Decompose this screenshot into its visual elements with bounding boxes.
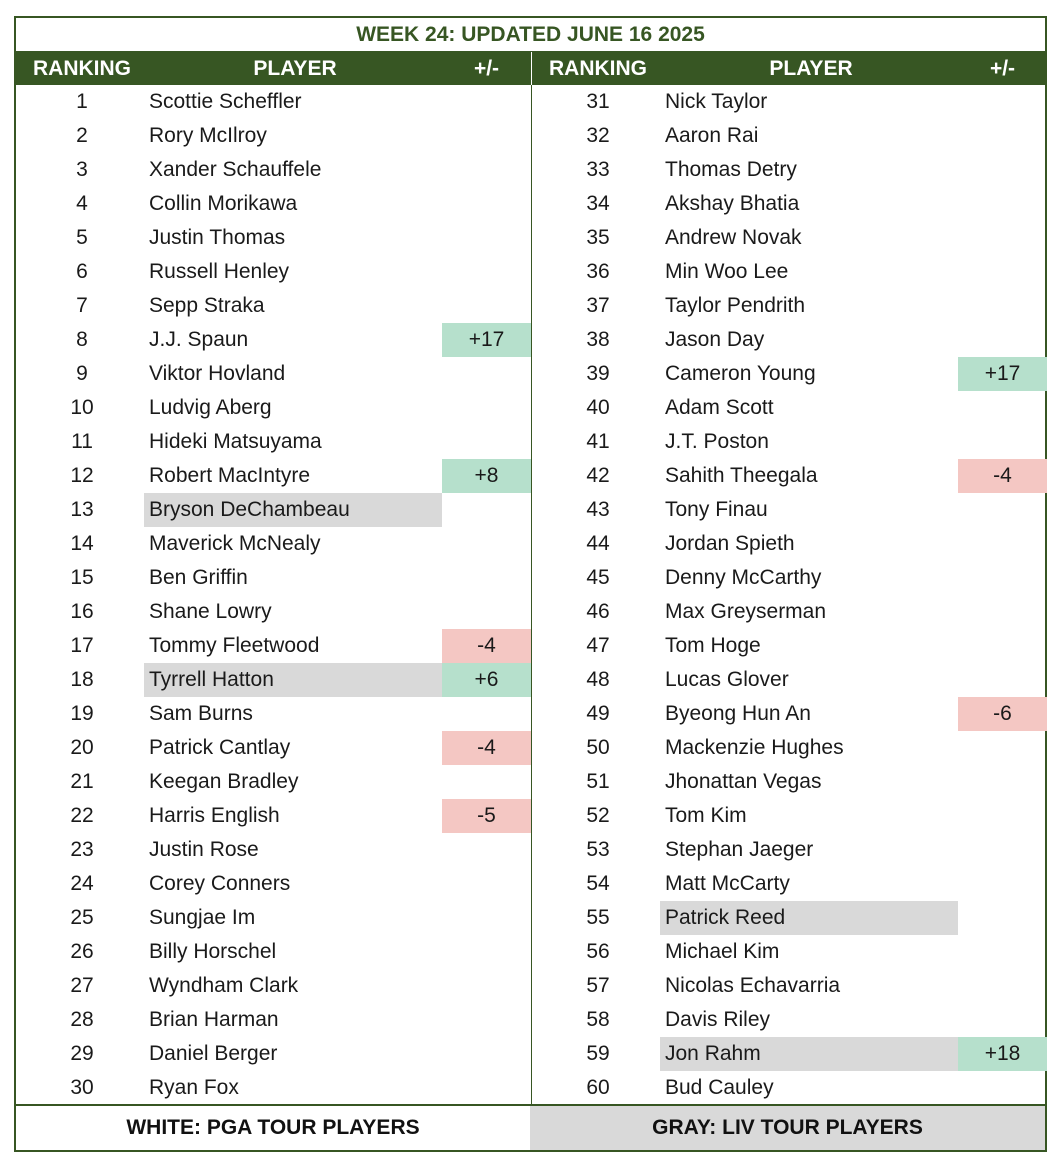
rank-cell: 37 — [586, 294, 610, 317]
table-row — [532, 391, 1047, 425]
rank-cell: 2 — [76, 124, 88, 147]
rank-cell: 35 — [586, 226, 610, 249]
table-row — [532, 527, 1047, 561]
change-cell — [442, 765, 531, 799]
player-cell: Max Greyserman — [665, 600, 827, 623]
change-cell — [958, 153, 1047, 187]
player-cell: Viktor Hovland — [149, 362, 286, 385]
table-row — [532, 493, 1047, 527]
change-cell — [442, 901, 531, 935]
table-row — [532, 765, 1047, 799]
change-cell — [442, 153, 531, 187]
player-cell: Michael Kim — [665, 940, 780, 963]
change-cell — [442, 935, 531, 969]
table-row — [532, 799, 1047, 833]
player-cell: Jon Rahm — [660, 1037, 958, 1071]
table-row — [532, 1037, 1047, 1071]
player-cell: Hideki Matsuyama — [149, 430, 322, 453]
player-cell: Collin Morikawa — [149, 192, 298, 215]
change-cell — [958, 391, 1047, 425]
rank-cell: 26 — [70, 940, 94, 963]
change-cell — [442, 527, 531, 561]
change-cell: -4 — [442, 731, 531, 765]
rank-cell: 10 — [70, 396, 94, 419]
change-cell — [958, 85, 1047, 119]
player-cell: Tyrrell Hatton — [144, 663, 442, 697]
table-row — [532, 595, 1047, 629]
table-row — [16, 187, 531, 221]
player-cell: Stephan Jaeger — [665, 838, 814, 861]
rank-cell: 1 — [76, 90, 88, 113]
player-cell: Jordan Spieth — [665, 532, 795, 555]
table-row — [532, 425, 1047, 459]
player-cell: Mackenzie Hughes — [665, 736, 844, 759]
player-cell: Brian Harman — [149, 1008, 279, 1031]
player-cell: Billy Horschel — [149, 940, 277, 963]
rank-cell: 54 — [586, 872, 610, 895]
change-cell — [442, 833, 531, 867]
rankings-31-to-60 — [532, 85, 1047, 1104]
table-row — [16, 425, 531, 459]
rank-cell: 59 — [586, 1042, 610, 1065]
table-row — [532, 119, 1047, 153]
ranking-header: RANKING — [33, 56, 131, 80]
player-cell: Jason Day — [665, 328, 765, 351]
player-cell: Tom Kim — [665, 804, 747, 827]
change-cell: +17 — [442, 323, 531, 357]
table-row — [532, 289, 1047, 323]
change-cell — [442, 119, 531, 153]
table-row — [16, 1037, 531, 1071]
rank-cell: 46 — [586, 600, 610, 623]
rank-cell: 44 — [586, 532, 610, 555]
change-cell — [958, 425, 1047, 459]
rank-cell: 58 — [586, 1008, 610, 1031]
rank-cell: 29 — [70, 1042, 94, 1065]
player-cell: Min Woo Lee — [665, 260, 789, 283]
rank-cell: 21 — [70, 770, 94, 793]
rank-cell: 20 — [70, 736, 94, 759]
player-cell: Davis Riley — [665, 1008, 771, 1031]
rank-cell: 24 — [70, 872, 94, 895]
table-row — [532, 357, 1047, 391]
rank-cell: 22 — [70, 804, 94, 827]
rank-cell: 15 — [70, 566, 94, 589]
table-row — [532, 323, 1047, 357]
rank-cell: 36 — [586, 260, 610, 283]
change-cell — [958, 731, 1047, 765]
player-cell: Scottie Scheffler — [149, 90, 302, 113]
rank-cell: 33 — [586, 158, 610, 181]
player-cell: Bryson DeChambeau — [144, 493, 442, 527]
rank-cell: 32 — [586, 124, 610, 147]
player-cell: J.J. Spaun — [149, 328, 249, 351]
change-cell: -5 — [442, 799, 531, 833]
change-cell — [958, 255, 1047, 289]
change-cell — [958, 595, 1047, 629]
player-cell: Sam Burns — [149, 702, 253, 725]
rank-cell: 39 — [586, 362, 610, 385]
change-cell — [958, 765, 1047, 799]
legend — [16, 1104, 1045, 1150]
change-cell — [442, 1003, 531, 1037]
left-column-header — [16, 52, 531, 85]
player-header: PLAYER — [253, 56, 337, 80]
change-cell — [958, 969, 1047, 1003]
player-cell: Aaron Rai — [665, 124, 759, 147]
table-row — [16, 153, 531, 187]
rank-cell: 4 — [76, 192, 88, 215]
rank-cell: 42 — [586, 464, 610, 487]
change-cell — [958, 1071, 1047, 1105]
table-row — [532, 1071, 1047, 1105]
change-cell: +6 — [442, 663, 531, 697]
table-row — [16, 867, 531, 901]
rank-cell: 50 — [586, 736, 610, 759]
player-cell: Taylor Pendrith — [665, 294, 806, 317]
change-cell — [442, 867, 531, 901]
change-cell — [958, 323, 1047, 357]
table-row — [532, 969, 1047, 1003]
player-cell: Keegan Bradley — [149, 770, 299, 793]
change-cell — [958, 935, 1047, 969]
change-cell — [442, 357, 531, 391]
player-cell: Sungjae Im — [149, 906, 256, 929]
table-row — [532, 697, 1047, 731]
change-cell: -4 — [442, 629, 531, 663]
rank-cell: 11 — [71, 430, 93, 453]
table-row — [532, 629, 1047, 663]
change-cell — [958, 901, 1047, 935]
table-row — [16, 1071, 531, 1105]
change-cell — [958, 799, 1047, 833]
player-cell: J.T. Poston — [665, 430, 769, 453]
change-header: +/- — [473, 56, 500, 80]
table-row — [532, 85, 1047, 119]
table-row — [532, 255, 1047, 289]
table-row — [16, 731, 531, 765]
rank-cell: 18 — [70, 668, 94, 691]
page-title: WEEK 24: UPDATED JUNE 16 2025 — [16, 18, 1045, 52]
change-cell: +18 — [958, 1037, 1047, 1071]
change-cell — [958, 119, 1047, 153]
table-row — [16, 833, 531, 867]
table-row — [532, 221, 1047, 255]
player-cell: Xander Schauffele — [149, 158, 322, 181]
player-cell: Tommy Fleetwood — [149, 634, 320, 657]
rank-cell: 17 — [70, 634, 94, 657]
player-cell: Harris English — [149, 804, 280, 827]
rank-cell: 31 — [586, 90, 610, 113]
rankings-table — [14, 16, 1047, 1152]
rank-cell: 25 — [70, 906, 94, 929]
table-row — [16, 493, 531, 527]
player-header: PLAYER — [769, 56, 853, 80]
player-cell: Wyndham Clark — [149, 974, 299, 997]
player-cell: Thomas Detry — [665, 158, 797, 181]
change-cell — [958, 867, 1047, 901]
table-row — [16, 799, 531, 833]
change-cell — [958, 493, 1047, 527]
change-cell: -4 — [958, 459, 1047, 493]
rank-cell: 23 — [70, 838, 94, 861]
player-cell: Tom Hoge — [665, 634, 761, 657]
rank-cell: 53 — [586, 838, 610, 861]
ranking-header: RANKING — [549, 56, 647, 80]
rank-cell: 55 — [586, 906, 610, 929]
table-row — [532, 833, 1047, 867]
player-cell: Corey Conners — [149, 872, 291, 895]
table-row — [532, 187, 1047, 221]
player-cell: Sepp Straka — [149, 294, 265, 317]
player-cell: Akshay Bhatia — [665, 192, 800, 215]
table-row — [532, 663, 1047, 697]
player-cell: Ben Griffin — [149, 566, 248, 589]
change-cell — [958, 663, 1047, 697]
player-cell: Jhonattan Vegas — [665, 770, 822, 793]
change-cell — [442, 187, 531, 221]
change-header: +/- — [989, 56, 1016, 80]
table-row — [16, 969, 531, 1003]
right-column-header — [532, 52, 1047, 85]
table-row — [532, 459, 1047, 493]
player-cell: Adam Scott — [665, 396, 774, 419]
change-cell — [958, 833, 1047, 867]
player-cell: Maverick McNealy — [149, 532, 321, 555]
table-row — [16, 629, 531, 663]
change-cell — [442, 969, 531, 1003]
table-row — [532, 901, 1047, 935]
table-row — [16, 561, 531, 595]
player-cell: Shane Lowry — [149, 600, 272, 623]
rank-cell: 49 — [586, 702, 610, 725]
legend-pga: WHITE: PGA TOUR PLAYERS — [16, 1106, 530, 1150]
change-cell: +8 — [442, 459, 531, 493]
table-row — [532, 561, 1047, 595]
table-row — [16, 527, 531, 561]
rank-cell: 6 — [76, 260, 88, 283]
table-row — [532, 935, 1047, 969]
table-row — [16, 697, 531, 731]
rank-cell: 41 — [586, 430, 610, 453]
table-row — [16, 85, 531, 119]
change-cell — [442, 697, 531, 731]
rank-cell: 5 — [76, 226, 88, 249]
player-cell: Sahith Theegala — [665, 464, 818, 487]
rank-cell: 48 — [586, 668, 610, 691]
change-cell: +17 — [958, 357, 1047, 391]
table-row — [16, 119, 531, 153]
player-cell: Tony Finau — [665, 498, 768, 521]
change-cell — [958, 1003, 1047, 1037]
player-cell: Daniel Berger — [149, 1042, 278, 1065]
table-row — [16, 595, 531, 629]
change-cell — [958, 289, 1047, 323]
change-cell — [442, 561, 531, 595]
rank-cell: 27 — [70, 974, 94, 997]
table-row — [532, 1003, 1047, 1037]
legend-liv: GRAY: LIV TOUR PLAYERS — [530, 1106, 1045, 1150]
player-cell: Patrick Cantlay — [149, 736, 291, 759]
rank-cell: 28 — [70, 1008, 94, 1031]
change-cell — [958, 221, 1047, 255]
change-cell — [442, 425, 531, 459]
rank-cell: 57 — [586, 974, 610, 997]
change-cell — [442, 391, 531, 425]
change-cell — [958, 629, 1047, 663]
rank-cell: 13 — [70, 498, 94, 521]
player-cell: Byeong Hun An — [665, 702, 811, 725]
rank-cell: 30 — [70, 1076, 94, 1099]
table-row — [16, 391, 531, 425]
player-cell: Russell Henley — [149, 260, 290, 283]
table-row — [16, 663, 531, 697]
player-cell: Ludvig Aberg — [149, 396, 272, 419]
rank-cell: 52 — [586, 804, 610, 827]
player-cell: Bud Cauley — [665, 1076, 774, 1099]
rank-cell: 43 — [586, 498, 610, 521]
rank-cell: 8 — [76, 328, 88, 351]
player-cell: Justin Rose — [149, 838, 259, 861]
rank-cell: 47 — [586, 634, 610, 657]
table-row — [16, 459, 531, 493]
player-cell: Patrick Reed — [660, 901, 958, 935]
player-cell: Matt McCarty — [665, 872, 790, 895]
rank-cell: 51 — [586, 770, 610, 793]
player-cell: Cameron Young — [665, 362, 816, 385]
table-row — [16, 357, 531, 391]
player-cell: Nick Taylor — [665, 90, 768, 113]
table-row — [16, 323, 531, 357]
rank-cell: 38 — [586, 328, 610, 351]
change-cell — [442, 1071, 531, 1105]
player-cell: Rory McIlroy — [149, 124, 267, 147]
player-cell: Robert MacIntyre — [149, 464, 311, 487]
change-cell — [442, 289, 531, 323]
change-cell — [442, 493, 531, 527]
player-cell: Nicolas Echavarria — [665, 974, 841, 997]
rank-cell: 56 — [586, 940, 610, 963]
rank-cell: 3 — [76, 158, 88, 181]
rank-cell: 45 — [586, 566, 610, 589]
change-cell — [442, 221, 531, 255]
rank-cell: 19 — [70, 702, 94, 725]
player-cell: Lucas Glover — [665, 668, 789, 691]
change-cell — [442, 85, 531, 119]
player-cell: Denny McCarthy — [665, 566, 822, 589]
rankings-1-to-30 — [16, 85, 532, 1104]
change-cell — [442, 595, 531, 629]
rank-cell: 9 — [76, 362, 88, 385]
rank-cell: 14 — [70, 532, 94, 555]
table-row — [16, 255, 531, 289]
rank-cell: 34 — [586, 192, 610, 215]
table-row — [532, 153, 1047, 187]
table-row — [16, 901, 531, 935]
rank-cell: 12 — [70, 464, 94, 487]
rank-cell: 7 — [76, 294, 88, 317]
change-cell — [958, 561, 1047, 595]
table-row — [532, 867, 1047, 901]
change-cell: -6 — [958, 697, 1047, 731]
rank-cell: 16 — [70, 600, 94, 623]
player-cell: Andrew Novak — [665, 226, 802, 249]
player-cell: Justin Thomas — [149, 226, 286, 249]
change-cell — [958, 527, 1047, 561]
player-cell: Ryan Fox — [149, 1076, 239, 1099]
change-cell — [442, 1037, 531, 1071]
table-row — [532, 731, 1047, 765]
table-row — [16, 289, 531, 323]
table-row — [16, 221, 531, 255]
table-row — [16, 935, 531, 969]
change-cell — [442, 255, 531, 289]
rank-cell: 60 — [586, 1076, 610, 1099]
change-cell — [958, 187, 1047, 221]
table-row — [16, 1003, 531, 1037]
table-row — [16, 765, 531, 799]
rank-cell: 40 — [586, 396, 610, 419]
